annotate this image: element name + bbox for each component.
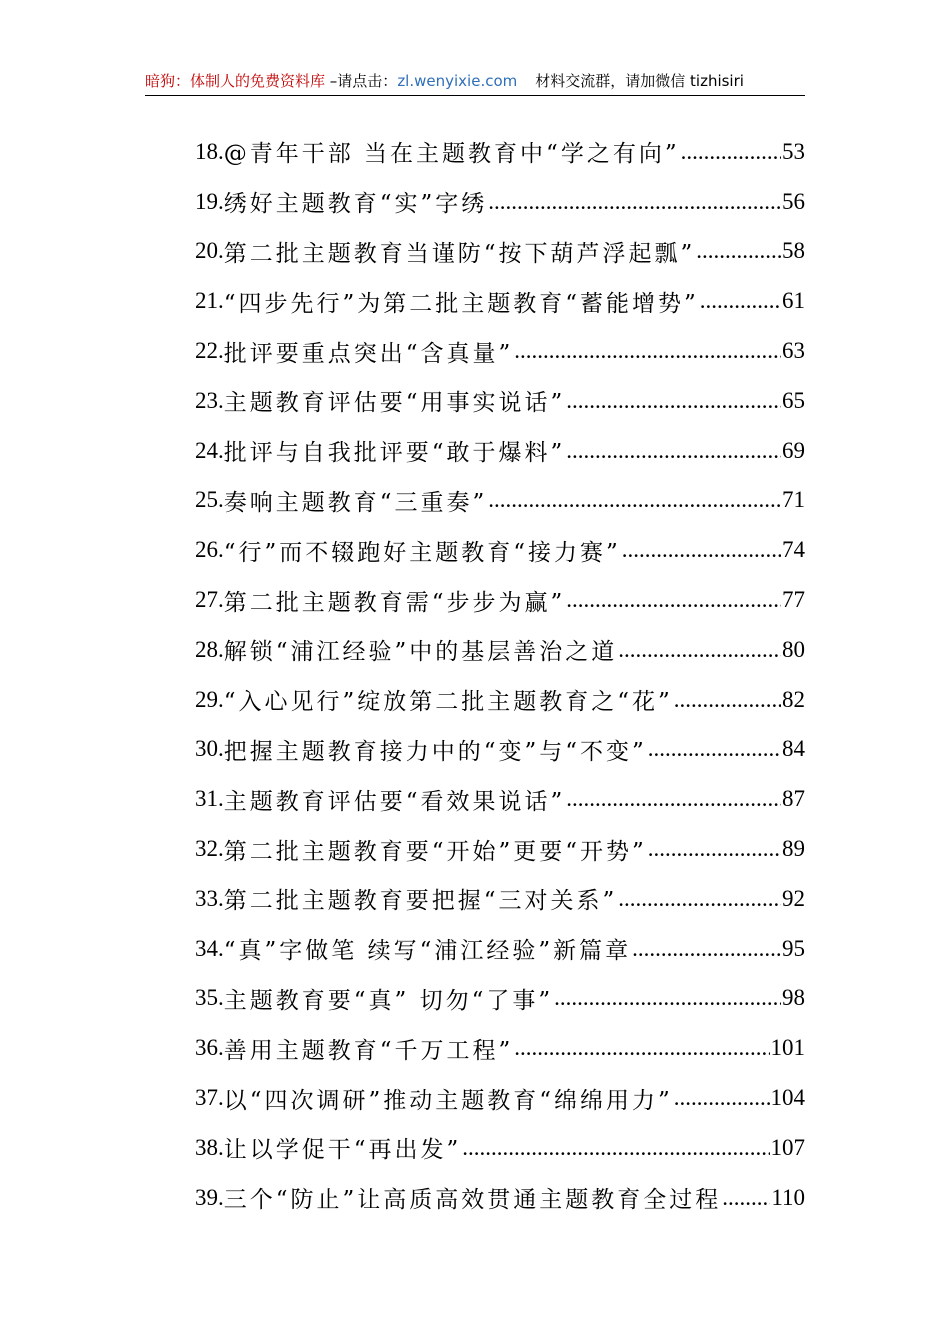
toc-entry-page: 84 xyxy=(782,736,805,762)
toc-entry-number: 18. xyxy=(195,138,224,164)
toc-entry-number: 39. xyxy=(195,1184,224,1210)
toc-entry-number: 33. xyxy=(195,885,224,911)
toc-dot-leader xyxy=(566,388,781,414)
toc-entry-number: 30. xyxy=(195,736,224,762)
toc-entry[interactable] xyxy=(195,476,805,526)
toc-entry[interactable] xyxy=(195,675,805,725)
toc-entry-page: 110 xyxy=(771,1184,805,1210)
toc-dot-leader xyxy=(622,537,781,563)
toc-dot-leader xyxy=(462,1135,769,1161)
toc-entry[interactable] xyxy=(195,376,805,426)
toc-entry[interactable] xyxy=(195,874,805,924)
header-dash: – xyxy=(325,72,338,90)
toc-entry-number: 38. xyxy=(195,1134,224,1160)
toc-entry-page: 98 xyxy=(782,985,805,1011)
toc-entry-number: 22. xyxy=(195,338,224,364)
toc-dot-leader xyxy=(566,786,781,812)
toc-entry[interactable] xyxy=(195,924,805,974)
toc-entry[interactable] xyxy=(195,824,805,874)
toc-entry[interactable] xyxy=(195,1073,805,1123)
toc-entry-title: 第二批主题教育要“开始”更要“开势” xyxy=(223,838,647,865)
toc-entry[interactable] xyxy=(195,774,805,824)
toc-entry-number: 21. xyxy=(195,288,224,314)
toc-entry[interactable] xyxy=(195,227,805,277)
toc-entry-title: “四步先行”为第二批主题教育“蓄能增势” xyxy=(223,290,699,317)
toc-entry-title: 主题教育评估要“看效果说话” xyxy=(223,788,566,815)
header-divider xyxy=(145,95,805,96)
toc-entry-title: 以“四次调研”推动主题教育“绵绵用力” xyxy=(223,1087,673,1114)
toc-entry-title: 第二批主题教育要把握“三对关系” xyxy=(223,888,618,915)
header-url-link[interactable]: zl.wenyixie.com xyxy=(397,72,518,90)
toc-dot-leader xyxy=(674,1085,770,1111)
toc-entry-page: 56 xyxy=(782,188,805,214)
toc-entry-page: 77 xyxy=(782,587,805,613)
toc-entry[interactable] xyxy=(195,127,805,177)
toc-entry-title: 主题教育要“真” 切勿“了事” xyxy=(223,987,554,1014)
page-header xyxy=(145,68,805,94)
toc-dot-leader xyxy=(632,936,781,962)
toc-dot-leader xyxy=(681,139,781,165)
toc-entry-page: 53 xyxy=(782,138,805,164)
toc-entry[interactable] xyxy=(195,426,805,476)
toc-entry-page: 101 xyxy=(770,1035,805,1061)
toc-entry-title: 批评与自我批评要“敢于爆料” xyxy=(223,440,566,467)
toc-entry-number: 29. xyxy=(195,686,224,712)
toc-entry[interactable] xyxy=(195,525,805,575)
toc-entry-number: 34. xyxy=(195,935,224,961)
toc-entry-number: 26. xyxy=(195,537,224,563)
toc-entry-number: 36. xyxy=(195,1035,224,1061)
toc-dot-leader xyxy=(566,438,781,464)
toc-dot-leader xyxy=(648,736,781,762)
toc-entry-page: 107 xyxy=(770,1134,805,1160)
toc-dot-leader xyxy=(514,338,781,364)
header-click-label: 请点击： xyxy=(337,72,398,90)
toc-entry-number: 24. xyxy=(195,437,224,463)
toc-entry-page: 74 xyxy=(782,537,805,563)
toc-entry[interactable] xyxy=(195,177,805,227)
toc-entry[interactable] xyxy=(195,625,805,675)
toc-entry-title: 第二批主题教育当谨防“按下葫芦浮起瓢” xyxy=(223,240,696,267)
header-brand: 暗狗：体制人的免费资料库 xyxy=(145,72,326,90)
toc-entry[interactable] xyxy=(195,725,805,775)
toc-entry-number: 31. xyxy=(195,786,224,812)
toc-dot-leader xyxy=(566,587,781,613)
toc-entry-number: 37. xyxy=(195,1085,224,1111)
toc-dot-leader xyxy=(696,238,781,264)
toc-entry[interactable] xyxy=(195,276,805,326)
toc-entry-title: 善用主题教育“千万工程” xyxy=(223,1037,514,1064)
toc-entry-number: 20. xyxy=(195,238,224,264)
toc-entry-title: 绣好主题教育“实”字绣 xyxy=(223,191,488,218)
toc-entry-page: 58 xyxy=(782,238,805,264)
toc-entry-page: 63 xyxy=(782,338,805,364)
toc-entry-number: 27. xyxy=(195,587,224,613)
toc-entry-page: 92 xyxy=(782,885,805,911)
toc-entry-title: “真”字做笔 续写“浦江经验”新篇章 xyxy=(223,938,632,965)
toc-entry-number: 19. xyxy=(195,188,224,214)
toc-entry-title: 奏响主题教育“三重奏” xyxy=(223,489,488,516)
toc-entry-page: 87 xyxy=(782,786,805,812)
toc-entry-number: 25. xyxy=(195,487,224,513)
toc-entry-title: @青年干部 当在主题教育中“学之有向” xyxy=(223,141,680,168)
toc-entry-title: 批评要重点突出“含真量” xyxy=(223,340,514,367)
toc-entry-page: 69 xyxy=(782,437,805,463)
toc-dot-leader xyxy=(554,985,781,1011)
toc-entry-page: 95 xyxy=(782,935,805,961)
toc-entry-title: 解锁“浦江经验”中的基层善治之道 xyxy=(223,639,618,666)
toc-entry-number: 35. xyxy=(195,985,224,1011)
toc-entry-number: 32. xyxy=(195,836,224,862)
toc-entry[interactable] xyxy=(195,575,805,625)
toc-entry-title: 让以学促干“再出发” xyxy=(223,1137,462,1164)
toc-entry-title: 主题教育评估要“用事实说话” xyxy=(223,390,566,417)
toc-entry-title: “入心见行”绽放第二批主题教育之“花” xyxy=(223,689,673,716)
toc-entry-page: 89 xyxy=(782,836,805,862)
toc-entry-number: 23. xyxy=(195,387,224,413)
toc-entry-page: 61 xyxy=(782,288,805,314)
toc-dot-leader xyxy=(618,637,781,663)
toc-entry-page: 104 xyxy=(770,1085,805,1111)
toc-entry[interactable] xyxy=(195,1023,805,1073)
toc-entry-title: 第二批主题教育需“步步为赢” xyxy=(223,589,566,616)
toc-entry-page: 71 xyxy=(782,487,805,513)
table-of-contents xyxy=(195,127,805,1223)
toc-dot-leader xyxy=(674,687,781,713)
toc-entry[interactable] xyxy=(195,326,805,376)
toc-entry-page: 80 xyxy=(782,636,805,662)
toc-entry-title: 把握主题教育接力中的“变”与“不变” xyxy=(223,738,647,765)
toc-entry-title: 三个“防止”让高质高效贯通主题教育全过程 xyxy=(223,1187,722,1214)
toc-entry-page: 65 xyxy=(782,387,805,413)
toc-dot-leader xyxy=(514,1035,769,1061)
toc-dot-leader xyxy=(488,487,781,513)
toc-entry-number: 28. xyxy=(195,636,224,662)
header-group-info: 材料交流群，请加微信 tizhisiri xyxy=(535,72,744,90)
toc-dot-leader xyxy=(488,189,781,215)
toc-entry[interactable] xyxy=(195,1173,805,1223)
toc-dot-leader xyxy=(618,886,781,912)
toc-dot-leader xyxy=(648,836,781,862)
toc-entry-page: 82 xyxy=(782,686,805,712)
toc-entry[interactable] xyxy=(195,974,805,1024)
toc-dot-leader xyxy=(722,1185,770,1211)
toc-dot-leader xyxy=(700,288,781,314)
toc-entry[interactable] xyxy=(195,1123,805,1173)
toc-entry-title: “行”而不辍跑好主题教育“接力赛” xyxy=(223,539,621,566)
